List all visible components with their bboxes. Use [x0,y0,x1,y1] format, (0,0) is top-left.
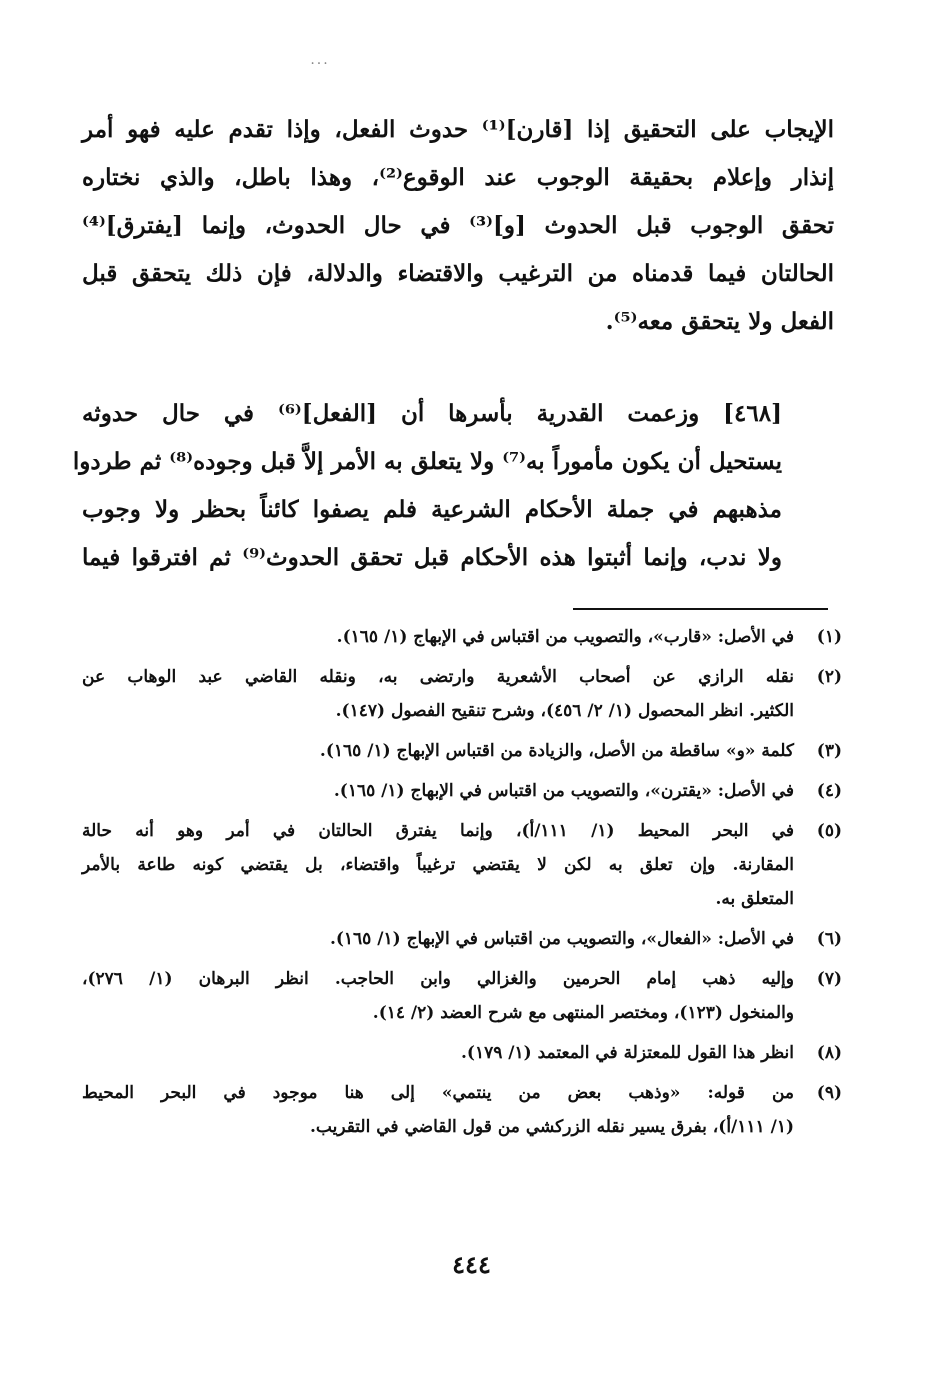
footnote-number: (١) [816,627,842,647]
footnote-text: من قوله: «وذهب بعض من ينتمي» إلى هنا موجود في البحر المحيط [82,1083,794,1103]
footnote-text: في الأصل: «يقترن»، والتصويب من اقتباس في الإبهاج (١/ ١٦٥). [333,781,794,801]
text-line: تحقق الوجوب قبل الحدوث [و]⁽³⁾ في حال الحدوث، وإنما [يفترق]⁽⁴⁾ [82,212,834,239]
footnote-number: (٤) [816,781,842,801]
footnote-text: المقارنة. وإن تعلق به لكن لا يقتضي ترغيباً واقتضاء، بل يقتضي كونه طاعة بالأمر [82,855,794,875]
footnote-text: نقله الرازي عن أصحاب الأشعرية وارتضى به، ونقله القاضي عبد الوهاب عن [82,667,794,687]
footnote-text: في البحر المحيط (١/ ١١١/أ)، وإنما يفترق الحالتان في أمر وهو أنه حالة [82,821,794,841]
footnote-4 [82,774,842,808]
footnote-8 [82,1036,842,1070]
footnote-text: في الأصل: «قارب»، والتصويب من اقتباس في الإبهاج (١/ ١٦٥). [336,627,794,647]
text-line: يستحيل أن يكون مأموراً به⁽⁷⁾ ولا يتعلق به الأمر إلاَّ قبل وجوده⁽⁸⁾ ثم طردوا [72,448,782,475]
footnote-text: الكثير. انظر المحصول (١/ ٢/ ٤٥٦)، وشرح تنقيح الفصول (١٤٧). [335,701,794,721]
text-line: [٤٦٨] وزعمت القدرية بأسرها أن [الفعل]⁽⁶⁾ في حال حدوثه [82,400,782,427]
footnote-number: (٧) [816,969,842,989]
footnote-6 [82,922,842,956]
footnote-7 [82,962,842,1030]
footnote-text: المتعلق به. [715,889,794,909]
footnote-number: (٦) [816,929,842,949]
text-line: الفعل ولا يتحقق معه⁽⁵⁾. [605,308,834,335]
text-line: مذهبهم في جملة الأحكام الشرعية فلم يصفوا كائناً بحظر ولا وجوب [82,496,782,523]
text-line: إنذار وإعلام بحقيقة الوجوب عند الوقوع⁽²⁾، وهذا باطل، والذي نختاره [82,164,834,191]
footnote-text: انظر هذا القول للمعتزلة في المعتمد (١/ ١٧٩). [461,1043,794,1063]
footnote-9 [82,1076,842,1144]
footnote-number: (٨) [816,1043,842,1063]
text-line: ولا ندب، وإنما أثبتوا هذه الأحكام قبل تحقق الحدوث⁽⁹⁾ ثم افترقوا فيما [82,544,782,571]
header-mark: ... [310,52,330,68]
footnote-number: (٣) [816,741,842,761]
text-line: الحالتان فيما قدمناه من الترغيب والاقتضاء والدلالة، فإن ذلك يتحقق قبل [82,260,834,287]
footnote-number: (٢) [816,667,842,687]
paragraph-1 [82,106,834,346]
footnote-text: (١/ ١١١/أ)، بفرق يسير نقله الزركشي من قول القاضي في التقريب. [309,1117,794,1137]
footnote-1 [82,620,842,654]
footnote-text: في الأصل: «الفعال»، والتصويب من اقتباس في الإبهاج (١/ ١٦٥). [329,929,794,949]
footnote-text: والمنخول (١٢٣)، ومختصر المنتهى مع شرح العضد (٢/ ١٤). [372,1003,794,1023]
footnote-separator [573,608,828,610]
text-line: الإيجاب على التحقيق إذا [قارن]⁽¹⁾ حدوث الفعل، وإذا تقدم عليه فهو أمر [82,116,834,143]
footnote-number: (٩) [816,1083,842,1103]
footnote-5 [82,814,842,916]
footnote-2 [82,660,842,728]
footnote-number: (٥) [816,821,842,841]
footnotes [82,620,842,1150]
footnote-text: كلمة «و» ساقطة من الأصل، والزيادة من اقتباس الإبهاج (١/ ١٦٥). [319,741,794,761]
page-number: ٤٤٤ [452,1250,491,1279]
footnote-3 [82,734,842,768]
paragraph-2 [72,390,834,582]
footnote-text: وإليه ذهب إمام الحرمين والغزالي وابن الحاجب. انظر البرهان (١/ ٢٧٦)، [82,969,794,989]
